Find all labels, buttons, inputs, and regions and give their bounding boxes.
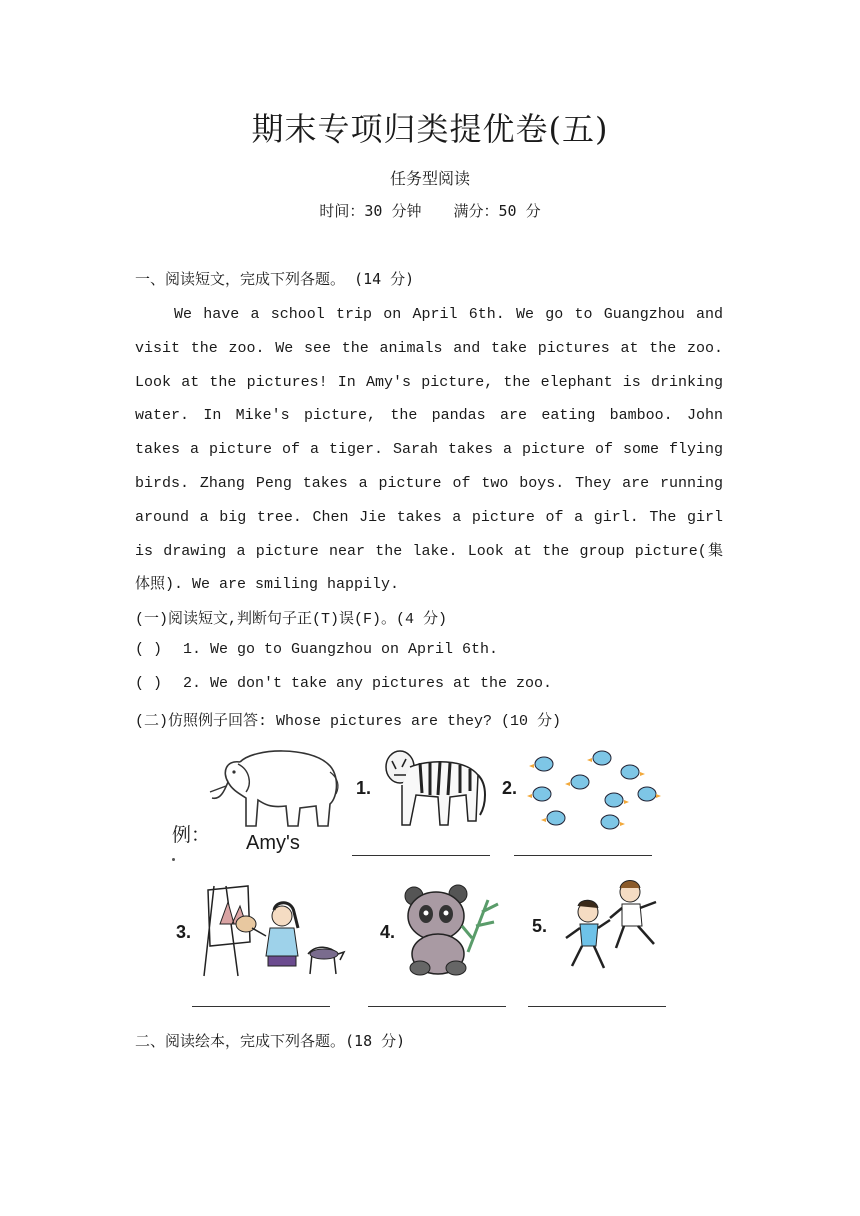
reading-passage: We have a school trip on April 6th. We go to Guangzhou and visit the zoo. We see the animals and take pictures at the zoo. Look at the pictures! In Amy's picture, the elephant is drinking water. In Mike's picture, the pandas are eating bamboo. John takes a picture of a tiger. Sarah takes a picture of some flying birds. Zhang Peng takes a picture of two boys. They are running around a big tree. Chen Jie takes a picture of a girl. The girl is drawing a picture near the lake. Look at the group picture(集体照). We are smiling happily. [135, 306, 723, 594]
answer-line-3[interactable] [192, 1006, 330, 1007]
answer-line-5[interactable] [528, 1006, 666, 1007]
answer-line-2[interactable] [514, 855, 652, 856]
full-score: 满分：50 分 [453, 202, 541, 220]
question-text: 2. We don't take any pictures at the zoo. [183, 675, 553, 692]
running-boys-illustration [560, 878, 670, 978]
question-text: 1. We go to Guangzhou on April 6th. [183, 641, 499, 658]
picture-number-4: 4. [380, 922, 396, 942]
answer-paren[interactable]: ( ) [135, 675, 163, 692]
time-limit: 时间：30 分钟 [319, 202, 422, 220]
answer-line-4[interactable] [368, 1006, 506, 1007]
picture-number-2: 2. [502, 778, 518, 798]
panda-illustration [402, 882, 502, 978]
time-score-line [0, 200, 860, 221]
tf-question-2 [135, 675, 552, 692]
page-title: 期末专项归类提优卷(五) [251, 110, 609, 148]
dot-mark [172, 858, 175, 861]
section2-heading: 二、阅读绘本，完成下列各题。(18 分) [135, 1032, 406, 1050]
birds-illustration [522, 742, 662, 832]
picture-number-3: 3. [176, 922, 192, 942]
example-answer: Amy's [246, 832, 300, 854]
answer-paren[interactable]: ( ) [135, 641, 163, 658]
elephant-illustration [200, 742, 350, 832]
section1-heading: 一、阅读短文，完成下列各题。 (14 分) [135, 270, 415, 288]
picture-number-5: 5. [532, 916, 548, 936]
picture-number-1: 1. [356, 778, 372, 798]
answer-line-1[interactable] [352, 855, 490, 856]
example-label: 例： [172, 824, 211, 846]
part2-heading: (二)仿照例子回答: Whose pictures are they? (10 分) [135, 713, 562, 730]
page-subtitle: 任务型阅读 [389, 169, 470, 188]
girl-drawing-illustration [198, 880, 350, 980]
tiger-illustration [380, 745, 490, 830]
part1-heading: (一)阅读短文,判断句子正(T)误(F)。(4 分) [135, 611, 448, 628]
tf-question-1 [135, 641, 498, 658]
